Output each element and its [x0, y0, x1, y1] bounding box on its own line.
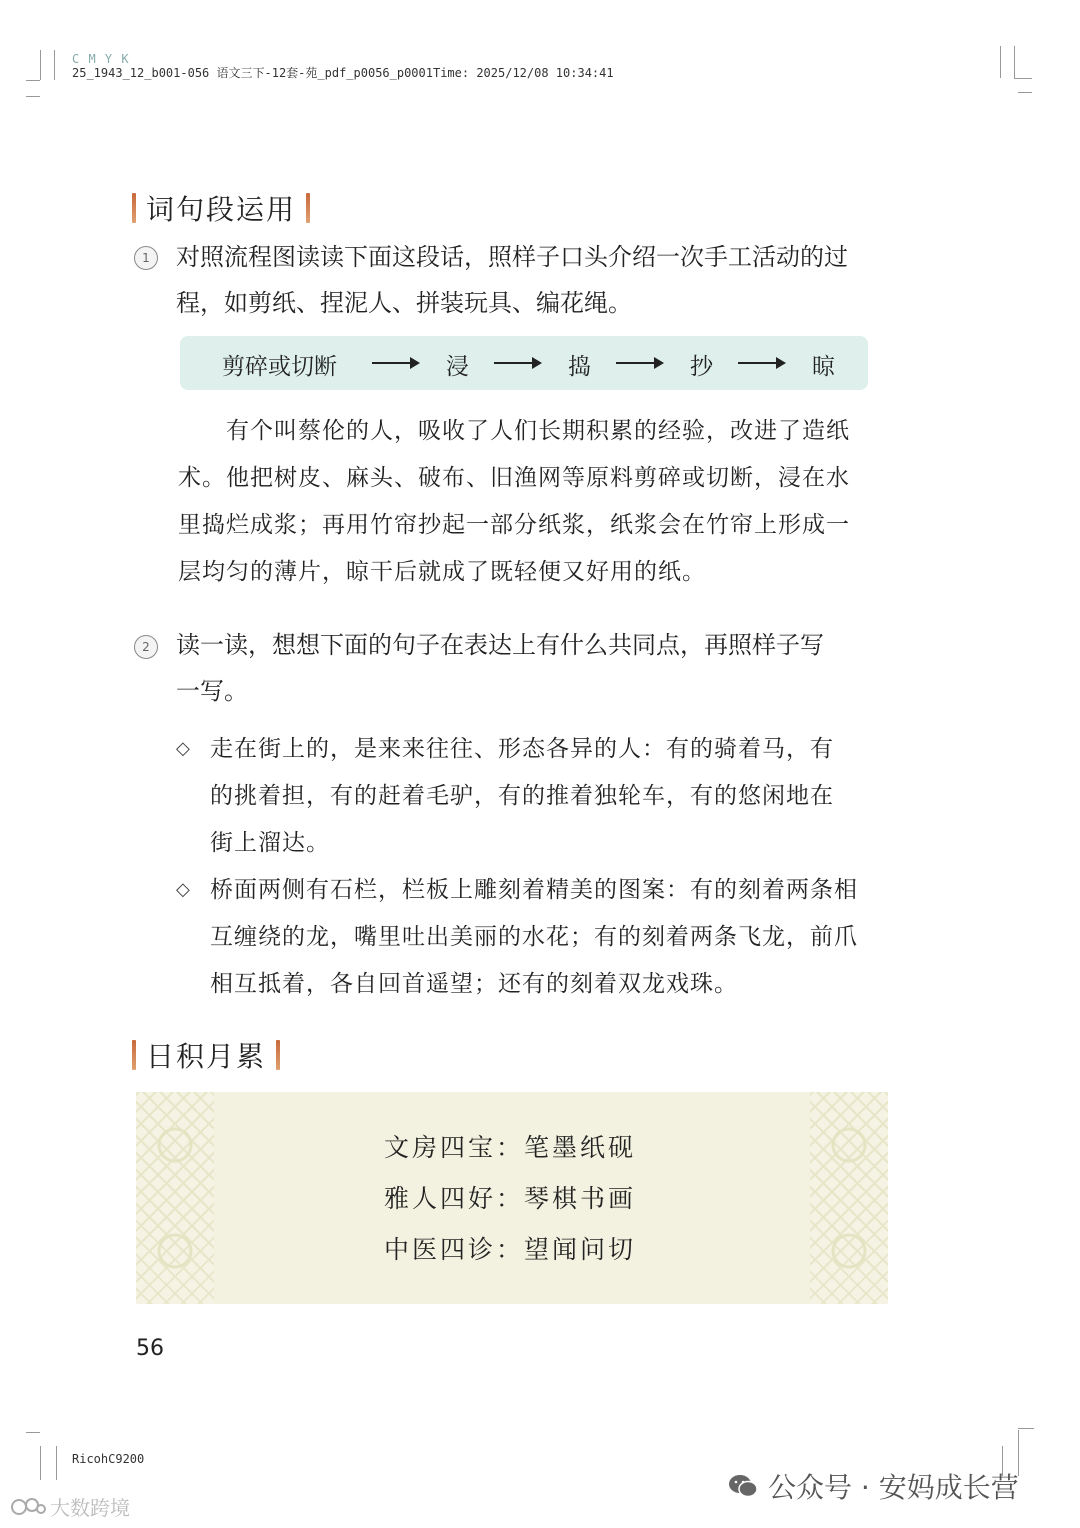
print-header: [72, 52, 614, 80]
file-info: 25_1943_12_b001-056 语文三下-12套-苑_pdf_p0056_p0001Time: 2025/12/08 10:34:41: [72, 66, 614, 80]
crop-mark: [1000, 46, 1001, 78]
flow-chart: [180, 336, 868, 390]
example-line: 桥面两侧有石栏，栏板上雕刻着精美的图案：有的刻着两条相: [210, 877, 858, 903]
crop-mark: [1014, 78, 1032, 79]
flow-step: 捣: [568, 354, 591, 380]
arrow-right-icon: [738, 362, 784, 364]
example-line: 走在街上的，是来来往往、形态各异的人：有的骑着马，有: [210, 736, 834, 762]
example-sentence: [210, 726, 900, 867]
arrow-right-icon: [372, 362, 418, 364]
question-number-1: 1: [134, 246, 158, 270]
passage: [178, 408, 890, 596]
crop-mark: [40, 50, 41, 80]
diamond-bullet-icon: ◇: [176, 738, 190, 759]
wechat-icon: [728, 1473, 758, 1499]
idiom-line: 雅人四好：琴棋书画: [384, 1184, 637, 1213]
passage-line: 层均匀的薄片，晾干后就成了既轻便又好用的纸。: [178, 559, 706, 585]
crop-mark: [1014, 46, 1015, 78]
decorative-pattern: [810, 1092, 888, 1304]
page-number: 56: [136, 1336, 164, 1361]
section-title: 日积月累: [146, 1040, 267, 1073]
diamond-bullet-icon: ◇: [176, 879, 190, 900]
watermark-right: [728, 1466, 1019, 1506]
flow-step: 浸: [446, 354, 469, 380]
crop-mark: [1018, 92, 1032, 93]
idiom-line: 中医四诊：望闻问切: [384, 1235, 637, 1264]
section-heading-1: [132, 188, 310, 228]
crop-mark: [1018, 1428, 1034, 1429]
heading-bar: [132, 193, 136, 223]
crop-mark: [26, 96, 40, 97]
crop-mark: [26, 1432, 40, 1433]
idiom-list: [384, 1122, 636, 1275]
example-sentence: [210, 867, 900, 1008]
heading-bar: [276, 1040, 280, 1070]
question-number-2: 2: [134, 635, 158, 659]
passage-line: 术。他把树皮、麻头、破布、旧渔网等原料剪碎或切断，浸在水: [178, 465, 850, 491]
prompt-line: 一写。: [176, 677, 248, 705]
section-title: 词句段运用: [146, 193, 297, 226]
question-1-prompt: [176, 234, 848, 326]
section-heading-2: [132, 1035, 280, 1075]
example-line: 的挑着担，有的赶着毛驴，有的推着独轮车，有的悠闲地在: [210, 783, 834, 809]
idiom-line: 文房四宝：笔墨纸砚: [384, 1133, 637, 1162]
decorative-pattern: [136, 1092, 214, 1304]
example-line: 街上溜达。: [210, 830, 330, 856]
logo-icon: [10, 1496, 46, 1518]
heading-bar: [306, 193, 310, 223]
passage-line: 有个叫蔡伦的人，吸收了人们长期积累的经验，改进了造纸: [226, 418, 850, 444]
watermark-text: 大数跨境: [50, 1496, 130, 1520]
flow-step: 剪碎或切断: [222, 354, 337, 380]
example-line: 互缠绕的龙，嘴里吐出美丽的水花；有的刻着两条飞龙，前爪: [210, 924, 858, 950]
prompt-line: 对照流程图读读下面这段话，照样子口头介绍一次手工活动的过: [176, 243, 848, 271]
heading-bar: [132, 1040, 136, 1070]
printer-label: RicohC9200: [72, 1452, 145, 1466]
prompt-line: 程，如剪纸、捏泥人、拼装玩具、编花绳。: [176, 289, 632, 317]
arrow-right-icon: [494, 362, 540, 364]
passage-line: 里捣烂成浆；再用竹帘抄起一部分纸浆，纸浆会在竹帘上形成一: [178, 512, 850, 538]
watermark-text: 公众号 · 安妈成长营: [768, 1471, 1019, 1504]
cmyk-label: C M Y K: [72, 52, 130, 66]
crop-mark: [54, 50, 55, 80]
arrow-right-icon: [616, 362, 662, 364]
crop-mark: [26, 80, 40, 81]
example-line: 相互抵着，各自回首遥望；还有的刻着双龙戏珠。: [210, 971, 738, 997]
crop-mark: [56, 1446, 57, 1480]
question-2-prompt: [176, 622, 824, 714]
flow-step: 抄: [690, 354, 713, 380]
flow-step: 晾: [812, 354, 835, 380]
idiom-box: [136, 1092, 888, 1304]
crop-mark: [40, 1446, 41, 1480]
prompt-line: 读一读，想想下面的句子在表达上有什么共同点，再照样子写: [176, 631, 824, 659]
watermark-left: [10, 1492, 130, 1521]
